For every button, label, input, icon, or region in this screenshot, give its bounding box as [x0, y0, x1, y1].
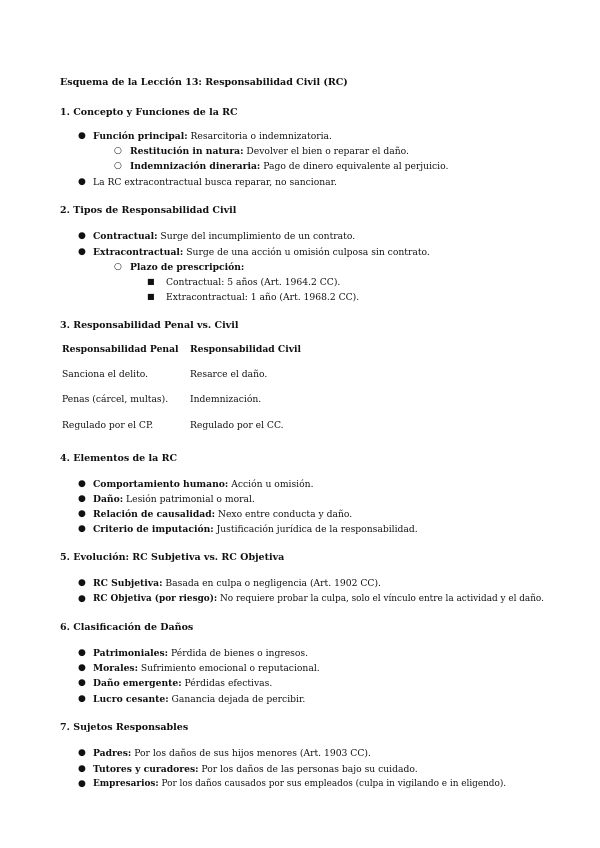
table-cell: Sanciona el delito.	[62, 369, 149, 380]
bullet-circle: ○	[114, 262, 122, 272]
list-item: La RC extracontractual busca reparar, no sancionar.	[93, 177, 337, 188]
list-item: Relación de causalidad: Nexo entre conducta y daño.	[93, 509, 353, 520]
list-item: Daño: Lesión patrimonial o moral.	[93, 494, 255, 505]
list-item: Lucro cesante: Ganancia dejada de percibir.	[93, 694, 306, 705]
bullet-circle: ○	[114, 161, 122, 171]
bullet-circle: ○	[114, 146, 122, 156]
bullet-dot: ●	[78, 131, 86, 141]
section-7-heading: 7. Sujetos Responsables	[60, 722, 189, 733]
table-cell: Penas (cárcel, multas).	[62, 394, 169, 405]
section-4-heading: 4. Elementos de la RC	[60, 453, 178, 464]
list-item: Extracontractual: Surge de una acción u omisión culposa sin contrato.	[93, 247, 430, 258]
bullet-dot: ●	[78, 663, 86, 673]
section-3-heading: 3. Responsabilidad Penal vs. Civil	[60, 320, 239, 331]
section-6-heading: 6. Clasificación de Daños	[60, 622, 194, 633]
document-title: Esquema de la Lección 13: Responsabilidad Civil (RC)	[60, 77, 348, 88]
table-header-civil: Responsabilidad Civil	[190, 344, 302, 355]
bullet-dot: ●	[78, 177, 86, 187]
bullet-dot: ●	[78, 594, 86, 604]
bullet-dot: ●	[78, 578, 86, 588]
list-item: Padres: Por los daños de sus hijos menores (Art. 1903 CC).	[93, 748, 371, 759]
bullet-dot: ●	[78, 509, 86, 519]
list-item: Daño emergente: Pérdidas efectivas.	[93, 678, 273, 689]
bullet-square: ■	[147, 292, 155, 301]
list-item: Empresarios: Por los daños causados por sus empleados (culpa in vigilando e in eligendo).	[93, 779, 507, 789]
bullet-dot: ●	[78, 479, 86, 489]
bullet-dot: ●	[78, 748, 86, 758]
list-item: Plazo de prescripción:	[130, 262, 245, 273]
list-item: Contractual: 5 años (Art. 1964.2 CC).	[166, 277, 341, 288]
bullet-dot: ●	[78, 524, 86, 534]
list-item: Tutores y curadores: Por los daños de las personas bajo su cuidado.	[93, 764, 418, 775]
bullet-dot: ●	[78, 678, 86, 688]
list-item: Contractual: Surge del incumplimiento de un contrato.	[93, 231, 356, 242]
bullet-dot: ●	[78, 764, 86, 774]
list-item: Comportamiento humano: Acción u omisión.	[93, 479, 314, 490]
table-cell: Regulado por el CC.	[190, 420, 284, 431]
list-item: Morales: Sufrimiento emocional o reputacional.	[93, 663, 320, 674]
table-cell: Indemnización.	[190, 394, 262, 405]
section-1-heading: 1. Concepto y Funciones de la RC	[60, 107, 238, 118]
section-2-heading: 2. Tipos de Responsabilidad Civil	[60, 205, 237, 216]
bullet-square: ■	[147, 277, 155, 286]
list-item: Patrimoniales: Pérdida de bienes o ingresos.	[93, 648, 309, 659]
list-item: RC Objetiva (por riesgo): No requiere probar la culpa, solo el vínculo entre la actividad y el daño.	[93, 594, 544, 604]
bullet-dot: ●	[78, 648, 86, 658]
bullet-dot: ●	[78, 231, 86, 241]
bullet-dot: ●	[78, 247, 86, 257]
bullet-dot: ●	[78, 694, 86, 704]
list-item: Indemnización dineraria: Pago de dinero equivalente al perjuicio.	[130, 161, 449, 172]
table-header-penal: Responsabilidad Penal	[62, 344, 179, 355]
section-5-heading: 5. Evolución: RC Subjetiva vs. RC Objetiva	[60, 552, 285, 563]
list-item: Criterio de imputación: Justificación jurídica de la responsabilidad.	[93, 524, 418, 535]
bullet-dot: ●	[78, 779, 86, 789]
list-item: Función principal: Resarcitoria o indemnizatoria.	[93, 131, 332, 142]
list-item: Extracontractual: 1 año (Art. 1968.2 CC).	[166, 292, 360, 303]
bullet-dot: ●	[78, 494, 86, 504]
table-cell: Regulado por el CP.	[62, 420, 154, 431]
table-cell: Resarce el daño.	[190, 369, 268, 380]
list-item: RC Subjetiva: Basada en culpa o negligencia (Art. 1902 CC).	[93, 578, 381, 589]
list-item: Restitución in natura: Devolver el bien o reparar el daño.	[130, 146, 409, 157]
